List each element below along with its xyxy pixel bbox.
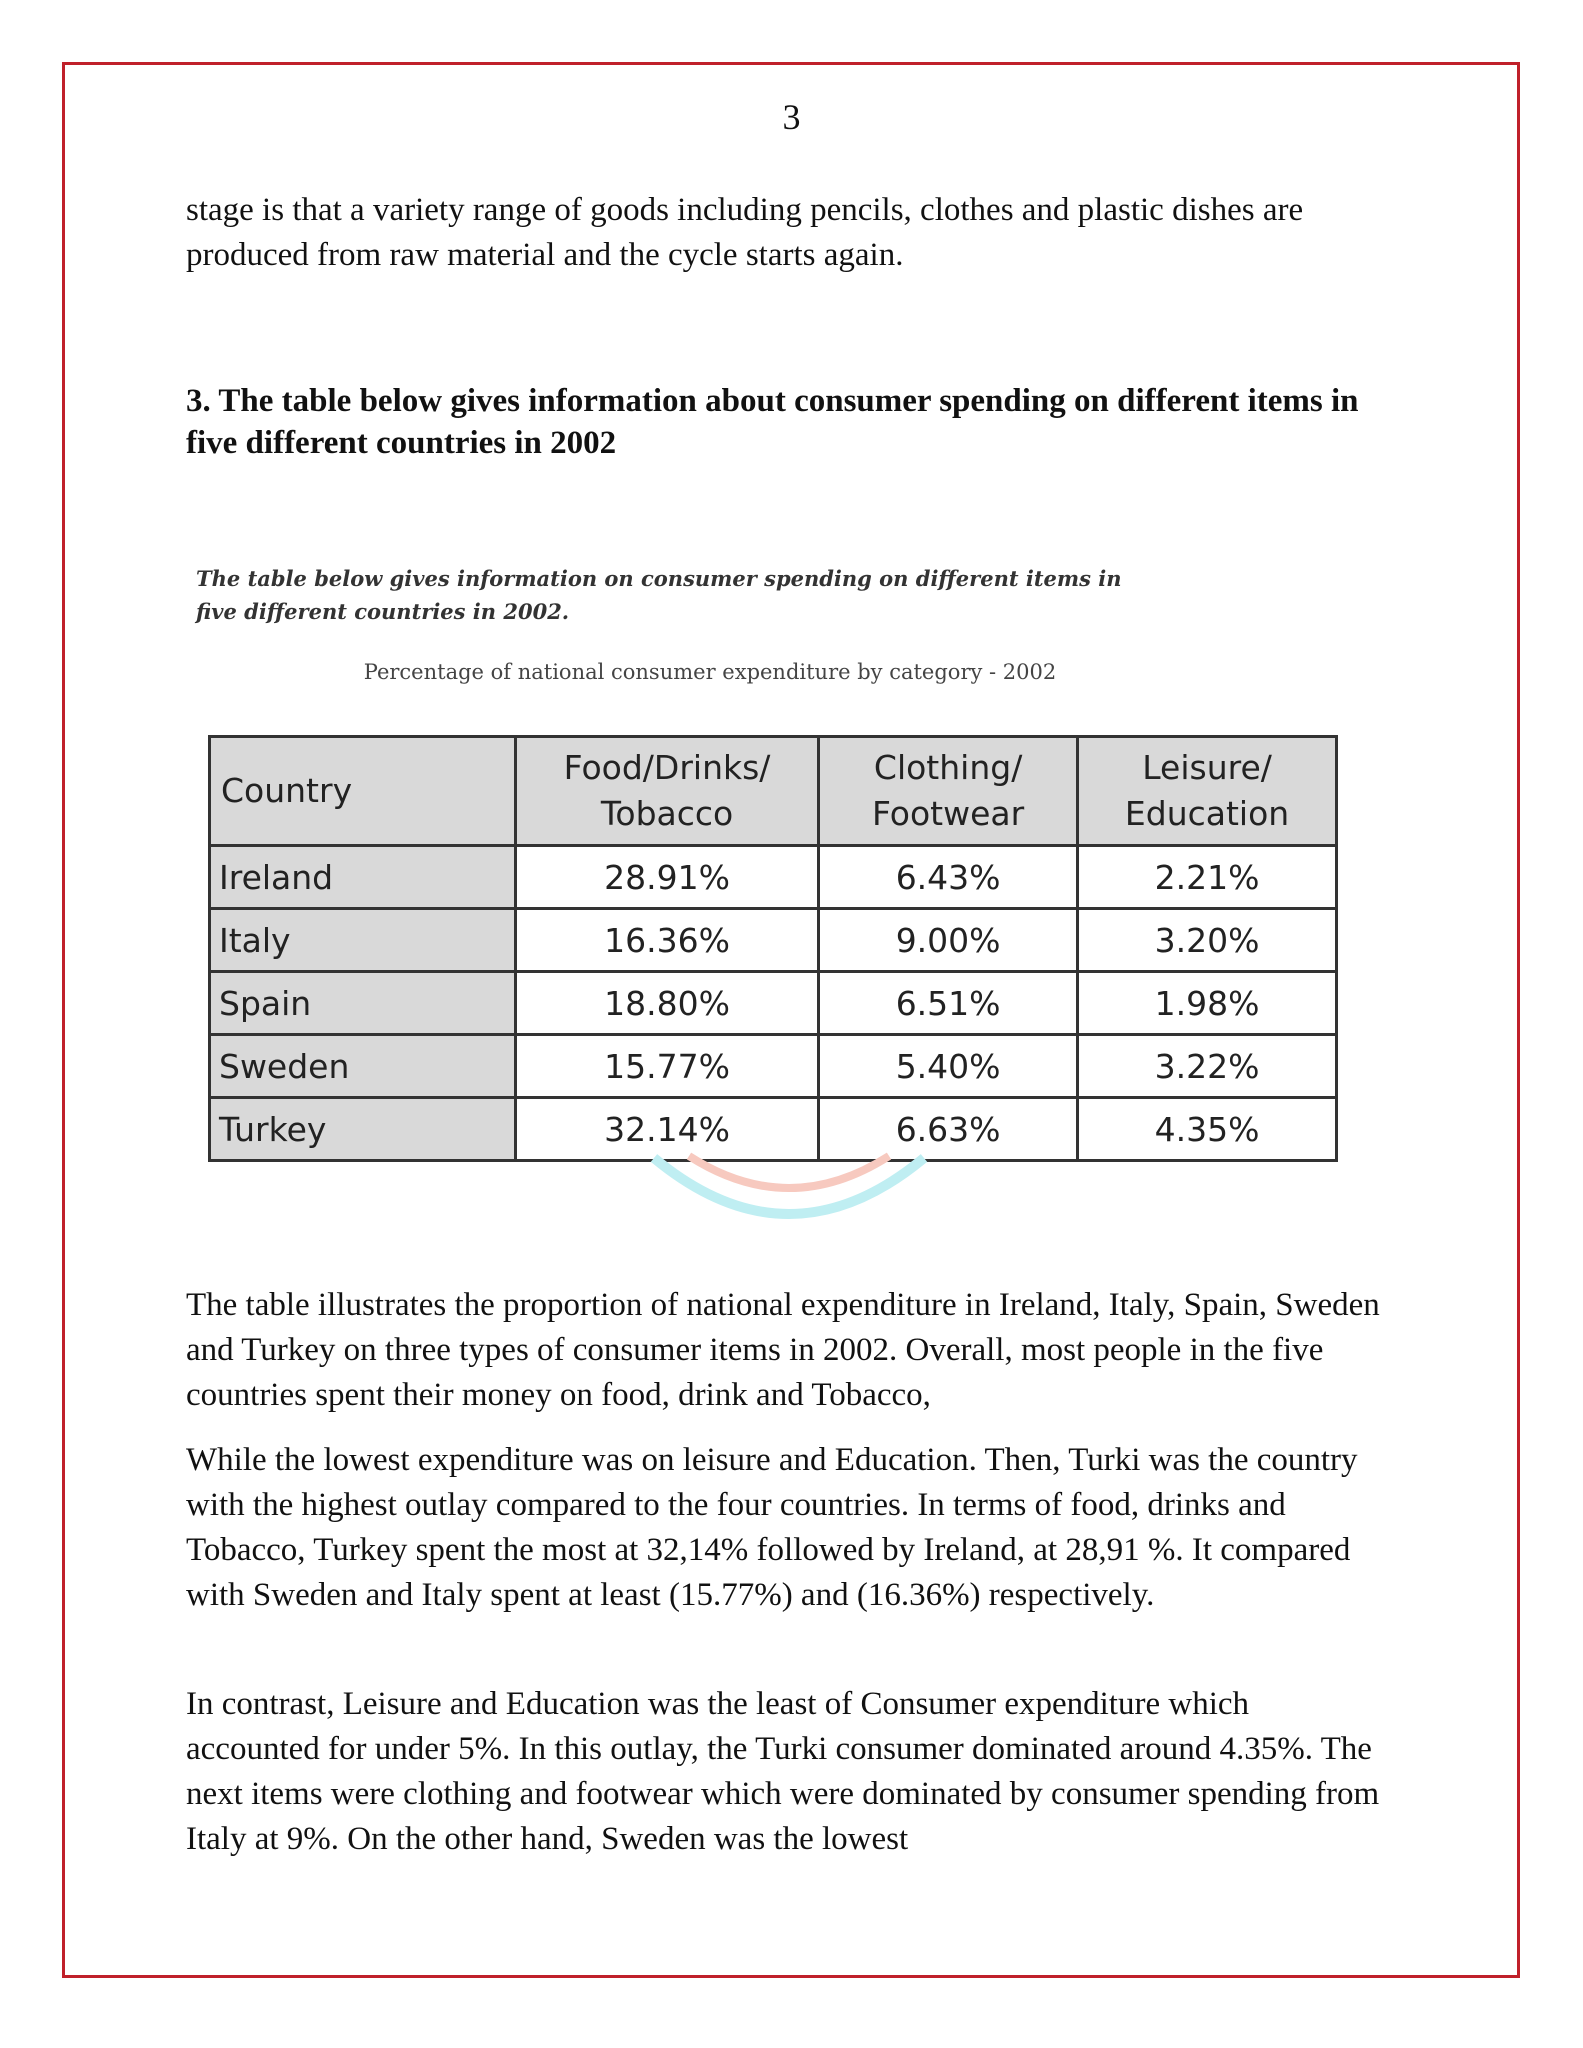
column-header: Country [210,737,516,846]
value-cell: 18.80% [516,972,819,1035]
value-cell: 5.40% [819,1035,1078,1098]
country-cell: Spain [210,972,516,1035]
table-header-row [210,737,1337,846]
watermark-logo [644,1150,934,1230]
table-row [210,846,1337,909]
value-cell: 3.20% [1078,909,1337,972]
value-cell: 3.22% [1078,1035,1337,1098]
value-cell: 6.63% [819,1098,1078,1161]
body-paragraph: The table illustrates the proportion of national expenditure in Ireland, Italy, Spain, Sweden and Turkey on three types of consumer items in 2002. Overall, most people in the five countries spent their money on food, drink and Tobacco, [186,1287,1380,1413]
intro-paragraph: stage is that a variety range of goods including pencils, clothes and plastic dishes are produced from raw material and the cycle starts again. [186,192,1304,273]
value-cell: 16.36% [516,909,819,972]
question-heading: 3. The table below gives information about consumer spending on different items in five different countries in 2002 [186,383,1359,461]
column-header: Leisure/ Education [1078,737,1337,846]
value-cell: 2.21% [1078,846,1337,909]
expenditure-table [208,735,1338,1162]
body-paragraph: In contrast, Leisure and Education was the least of Consumer expenditure which accounted for under 5%. In this outlay, the Turki consumer dominated around 4.35%. The next items were clothing and footwear which were dominated by consumer spending from Italy at 9%. On the other hand, Sweden was the lowest [186,1686,1380,1857]
value-cell: 6.43% [819,846,1078,909]
country-cell: Turkey [210,1098,516,1161]
value-cell: 1.98% [1078,972,1337,1035]
figure-caption: The table below gives information on consumer spending on different items in five different countries in 2002. [196,566,1122,624]
column-header: Clothing/ Footwear [819,737,1078,846]
value-cell: 9.00% [819,909,1078,972]
table-row [210,909,1337,972]
body-paragraph: While the lowest expenditure was on leisure and Education. Then, Turki was the country with the highest outlay compared to the four countries. In terms of food, drinks and Tobacco, Turkey spent the most at 32,14% followed by Ireland, at 28,91 %. It compared with Sweden and Italy spent at least (15.77%) and (16.36%) respectively. [186,1442,1358,1613]
watermark-inner-arc [689,1156,889,1188]
country-cell: Italy [210,909,516,972]
figure-subtitle: Percentage of national consumer expenditure by category - 2002 [363,660,1057,684]
column-header: Food/Drinks/ Tobacco [516,737,819,846]
value-cell: 28.91% [516,846,819,909]
page-number: 3 [782,97,801,137]
value-cell: 15.77% [516,1035,819,1098]
country-cell: Sweden [210,1035,516,1098]
table-row [210,1035,1337,1098]
country-cell: Ireland [210,846,516,909]
table-row [210,972,1337,1035]
value-cell: 6.51% [819,972,1078,1035]
value-cell: 4.35% [1078,1098,1337,1161]
value-cell: 32.14% [516,1098,819,1161]
